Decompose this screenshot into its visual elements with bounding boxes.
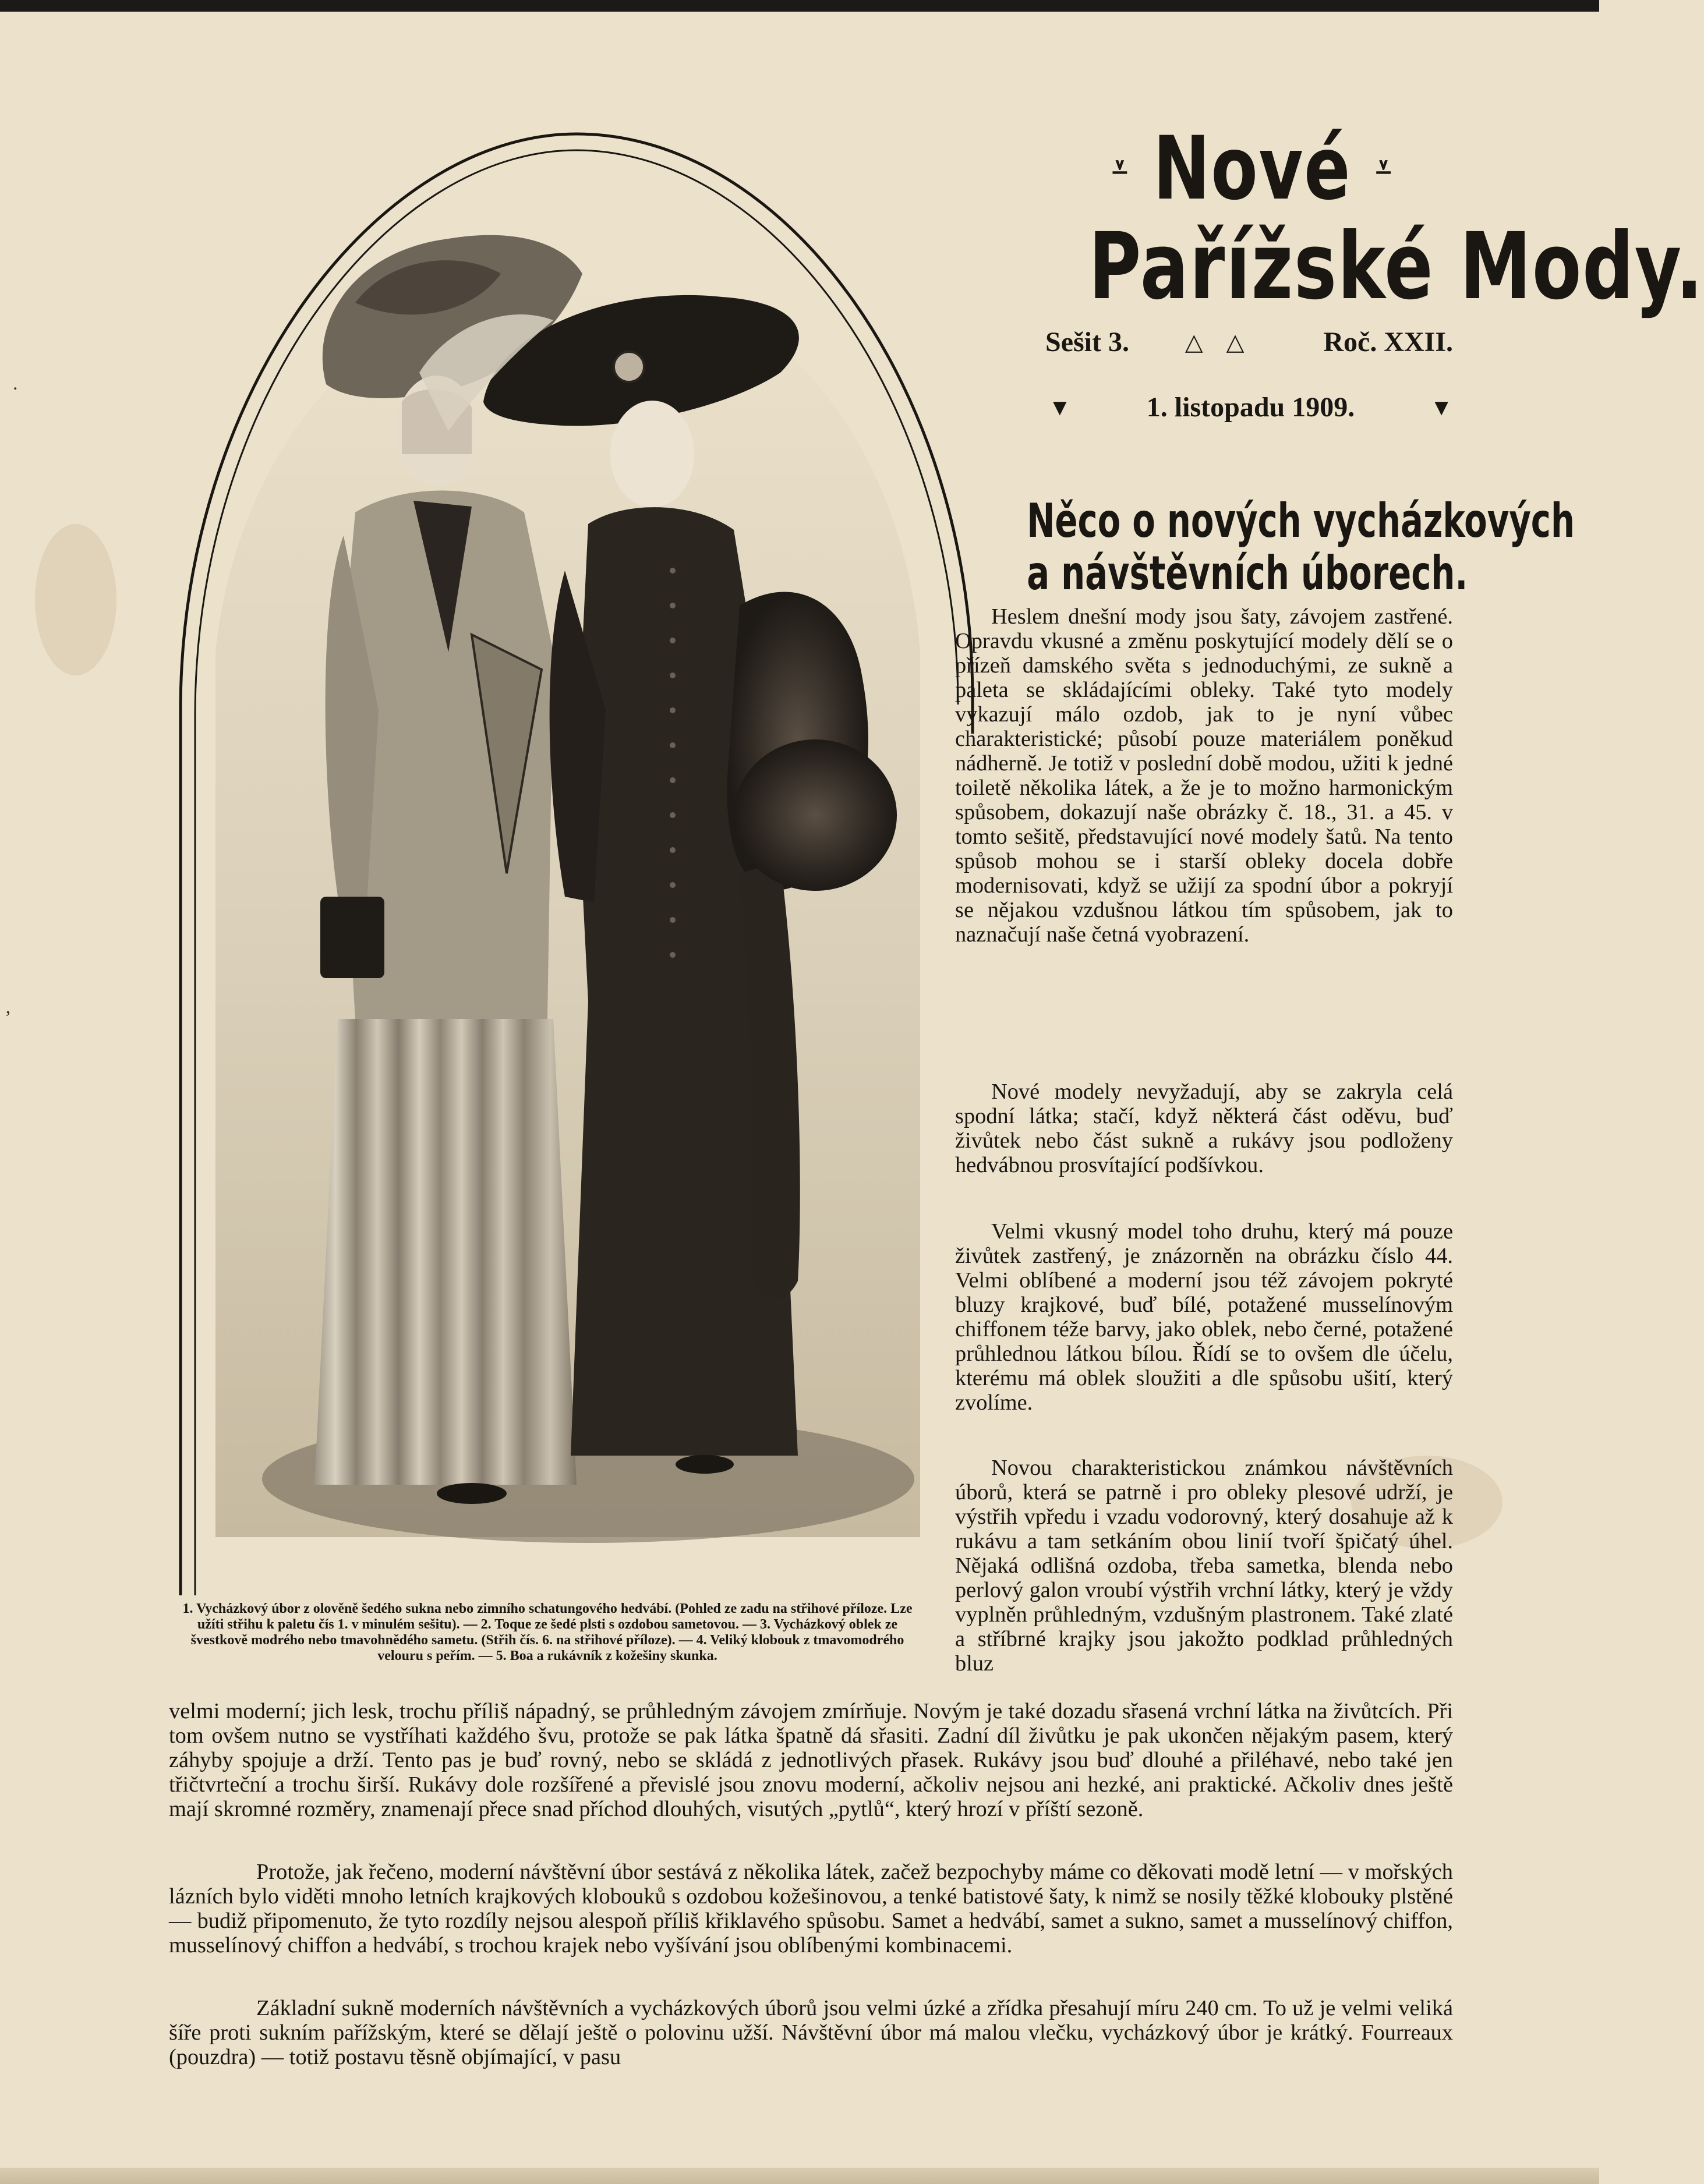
masthead-title-line1: ⩡ Nové ⩡ <box>1112 118 1392 220</box>
article-paragraph: Novou charakteristickou známkou návštěvních úborů, která se patrně i pro obleky plesové udrží, je výstřih vpředu i vzadu vodorovný, který dosahuje až k rukávu a tam setkáním obou linií tvoří špičatý úhel. Nějaká odlišná ozdoba, třeba sametka, blenda nebo perlový galon vroubí výstřih vrchní látky, který je vždy vyplněn průhledným, vzdušným plastronem. Také zlaté a stříbrné krajky jsou jakožto podklad průhledných bluz <box>955 1456 1453 1676</box>
article-paragraph: Protože, jak řečeno, moderní návštěvní úbor sestává z několika látek, začež bezpochyby máme co děkovati modě letní — v mořských lázních bylo viděti mnoho letních krajkových klobouků s ozdobou kožešinovou, a tenké batistové šaty, k nimž se nosily těžké klobouky plstěné — budiž připomenuto, že tyto rozdíly nejsou alespoň příliš křiklavého spůsobu. Samet a hedvábí, samet a sukno, samet a musselínový chiffon, musselínový chiffon a hedvábí, s trochou krajek nebo vyšívání jsou oblíbenými kombinacemi. <box>169 1860 1453 1958</box>
triangle-ornament-icon: △△ <box>1185 329 1268 355</box>
issue-line <box>1045 326 1453 358</box>
article-paragraph: Základní sukně moderních návštěvních a vycházkových úborů jsou velmi úzké a zřídka přesahují míru 240 cm. To už je velmi veliká šíře proti sukním pařížským, které se dělají ještě o polovinu užší. Návštěvní úbor má malou vlečku, vycházkový úbor je krátký. Fourreaux (pouzdra) — totiž postavu těsně objímající, v pasu <box>169 1996 1453 2069</box>
down-triangle-icon: ▼ <box>1048 394 1072 420</box>
article-heading-line2: a návštěvních úborech. <box>1027 546 1468 600</box>
fashion-illustration <box>146 128 1007 1595</box>
margin-speck: ʼ <box>5 1007 12 1029</box>
ornament-icon: ⩡ <box>1376 147 1392 188</box>
date-line <box>1048 391 1453 423</box>
article-heading <box>1027 494 1575 600</box>
fashion-plate-figure <box>146 128 1007 1595</box>
masthead <box>1042 118 1704 320</box>
article-paragraph: velmi moderní; jich lesk, trochu příliš nápadný, se průhledným závojem zmírňuje. Novým je také dozadu sřasená vrchní látka na živůtcích. Při tom ovšem nutno se vystříhati každého švu, protože se pak látka špatně dá sřasiti. Zadní díl živůtku je pak ukončen nějakým pasem, který záhyby spojuje a drží. Tento pas je buď rovný, nebo se skládá z jednotlivých přasek. Rukávy jsou buď dlouhé a přiléhavé, nebo také jen třičtvrteční a trochu širší. Rukávy dole rozšířené a převislé jsou znovu moderní, ačkoliv nejsou ani hezké, ani praktické. Ačkoliv dnes ještě mají skromné rozměry, znamenají přece snad příchod dlouhých, visutých „pytlů“, který hrozí v příští sezoně. <box>169 1699 1453 1821</box>
issue-date: 1. listopadu 1909. <box>1146 392 1355 423</box>
masthead-title-line2: Pařížské Mody. <box>1088 213 1704 320</box>
article-heading-line1: Něco o nových vycházkových <box>1027 494 1575 548</box>
volume-number: Roč. XXII. <box>1323 327 1453 357</box>
article-paragraph: Heslem dnešní mody jsou šaty, závojem zastřené. Opravdu vkusné a změnu poskytující modely dělí se o přízeň damského světa s jednoduchými, ze sukně a paleta se skládajícími obleky. Také tyto modely vykazují málo ozdob, jak to je nyní vůbec charakteristické; působí pouze materiálem poněkud nádherně. Je totiž v poslední době modou, užiti k jedné toiletě několika látek, a že je to možno harmonickým spůsobem, dokazují naše obrázky č. 18., 31. a 45. v tomto sešitě, představující nové modely šatů. Na tento spůsob mohou se i starší obleky docela dobře modernisovati, když se užijí za spodní úbor a pokryjí se nějakou vzdušnou látkou tím spůsobem, jak to naznačují naše četná vyobrazení. <box>955 604 1453 947</box>
paper-stain <box>35 524 116 675</box>
margin-speck: . <box>13 373 18 394</box>
ornament-icon: ⩡ <box>1112 147 1129 188</box>
down-triangle-icon: ▼ <box>1430 394 1453 420</box>
issue-number: Sešit 3. <box>1045 327 1129 357</box>
article-paragraph: Nové modely nevyžadují, aby se zakryla celá spodní látka; stačí, když některá část oděvu, buď živůtek nebo část sukně a rukávy jsou podloženy hedvábnou prosvítající podšívkou. <box>955 1079 1453 1177</box>
scan-top-edge <box>0 0 1599 12</box>
illustration-caption: 1. Vycházkový úbor z olověně šedého sukna nebo zimního schatungového hedvábí. (Pohled ze zadu na střihové příloze. Lze užíti střihu k paletu čís 1. v minulém sešitu). — 2. Toque ze šedé plsti s ozdobou sametovou. — 3. Vycházkový oblek ze švestkově modrého nebo tmavohnědého sametu. (Střih čís. 6. na střihové příloze). — 4. Veliký klobouk z tmavomodrého velouru s peřím. — 5. Boa a rukávník z kožešiny skunka. <box>182 1601 913 1663</box>
article-paragraph: Velmi vkusný model toho druhu, který má pouze živůtek zastřený, je znázorněn na obrázku číslo 44. Velmi oblíbené a moderní jsou též závojem pokryté bluzy krajkové, buď bílé, potažené musselínovým chiffonem téže barvy, jako oblek, nebo černé, potažené průhlednou látkou bílou. Řídí se to ovšem dle účelu, kterému má oblek sloužiti a dle spůsobu ušití, který zvolíme. <box>955 1219 1453 1415</box>
scan-bottom-edge <box>0 2168 1599 2184</box>
